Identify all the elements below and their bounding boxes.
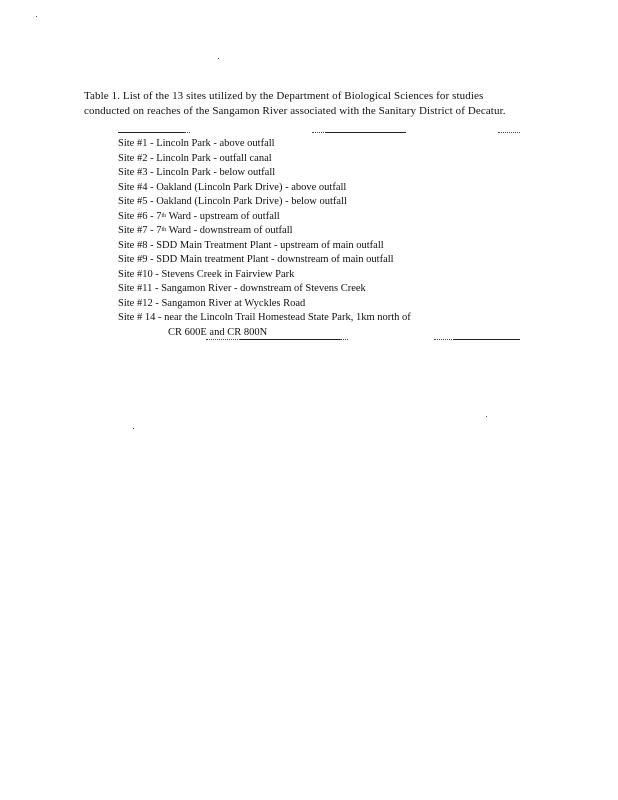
scan-speck xyxy=(133,428,134,429)
table-top-rule-dotted xyxy=(498,132,520,133)
site-item: Site #2 - Lincoln Park - outfall canal xyxy=(118,152,272,164)
site-item: Site #4 - Oakland (Lincoln Park Drive) - above outfall xyxy=(118,181,347,193)
site-item: Site #6 - 7th Ward - upstream of outfall xyxy=(118,210,280,222)
table-caption: Table 1. List of the 13 sites utilized by the Department of Biological Sciences for studies conducted on reaches of the Sangamon River associated with the Sanitary District of Decatur. xyxy=(84,90,506,117)
table-bottom-rule-dotted xyxy=(434,339,454,340)
site-item: Site #1 - Lincoln Park - above outfall xyxy=(118,138,275,149)
table-bottom-rule-dotted xyxy=(340,339,348,340)
site-item: Site #8 - SDD Main Treatment Plant - upstream of main outfall xyxy=(118,239,384,251)
scan-speck xyxy=(218,58,219,59)
site-item: Site #10 - Stevens Creek in Fairview Park xyxy=(118,268,295,280)
site-list xyxy=(118,137,528,340)
scan-speck xyxy=(486,416,487,417)
site-item: Site #11 - Sangamon River - downstream of Stevens Creek xyxy=(118,283,366,294)
table-top-rule-dotted xyxy=(312,132,326,133)
table-bottom-rule xyxy=(240,339,340,340)
site-item: Site # 14 - near the Lincoln Trail Homestead State Park, 1km north of CR 600E and CR 800N xyxy=(118,311,528,340)
site-item: Site #5 - Oakland (Lincoln Park Drive) - below outfall xyxy=(118,196,347,207)
table-bottom-rule xyxy=(454,339,520,340)
site-item-continuation: CR 600E and CR 800N xyxy=(168,326,268,338)
site-item: Site #7 - 7th Ward - downstream of outfall xyxy=(118,225,293,236)
scan-speck xyxy=(36,16,37,17)
site-item: Site #9 - SDD Main treatment Plant - downstream of main outfall xyxy=(118,254,394,265)
table-top-rule xyxy=(118,132,184,133)
table-bottom-rule-dotted xyxy=(206,339,240,340)
table-top-rule xyxy=(326,132,406,133)
table-top-rule-dotted xyxy=(184,132,190,133)
site-item: Site #3 - Lincoln Park - below outfall xyxy=(118,167,276,178)
site-item: Site #12 - Sangamon River at Wyckles Road xyxy=(118,297,306,309)
